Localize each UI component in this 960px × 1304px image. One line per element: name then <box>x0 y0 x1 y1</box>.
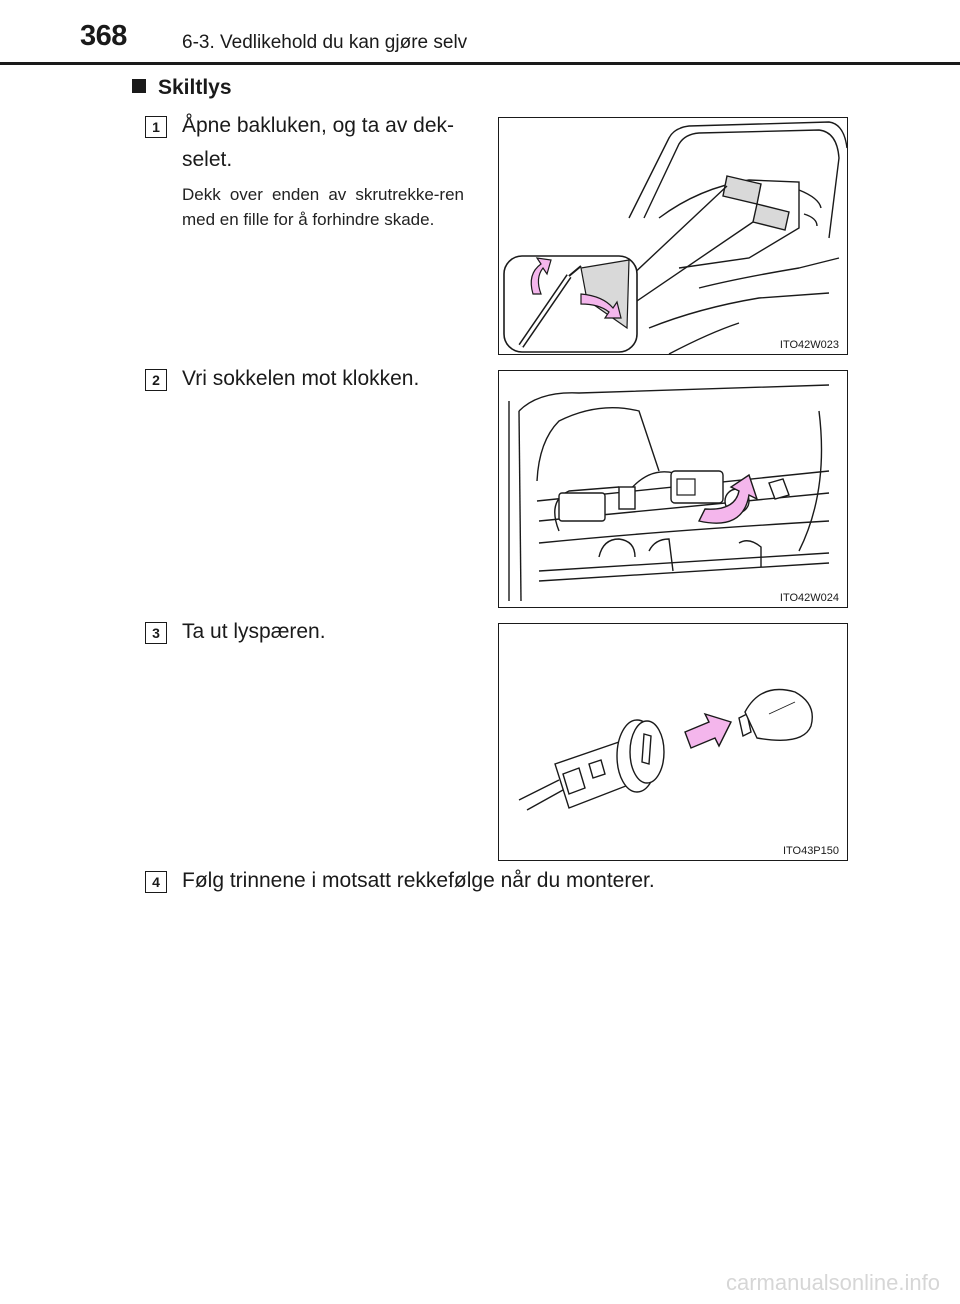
square-bullet-icon <box>132 79 146 93</box>
step-3-text: Ta ut lyspæren. <box>182 620 326 643</box>
step-4-text: Følg trinnene i motsatt rekkefølge når du monterer. <box>182 869 655 892</box>
figure-3 <box>498 623 848 861</box>
figure-2 <box>498 370 848 608</box>
bulb-removal-illustration-icon <box>499 624 848 861</box>
step-number-1: 1 <box>145 116 167 138</box>
sub-heading-text: Skiltlys <box>158 76 232 99</box>
figure-1-label: ITO42W023 <box>779 339 839 351</box>
header-rule <box>0 62 960 65</box>
tailgate-cover-removal-illustration-icon <box>499 118 848 355</box>
step-1-text-line1: Åpne bakluken, og ta av dek- <box>182 114 455 137</box>
step-number-3: 3 <box>145 622 167 644</box>
step-1-text-line2: selet. <box>182 148 233 171</box>
socket-rotate-illustration-icon <box>499 371 848 608</box>
figure-3-label: ITO43P150 <box>782 845 839 857</box>
page-number: 368 <box>80 20 127 52</box>
step-number-4: 4 <box>145 871 167 893</box>
figure-1 <box>498 117 848 355</box>
sub-heading <box>132 76 232 100</box>
figure-2-label: ITO42W024 <box>779 592 839 604</box>
step-number-2: 2 <box>145 369 167 391</box>
step-2-text: Vri sokkelen mot klokken. <box>182 367 420 390</box>
step-1-note: Dekk over enden av skrutrekke-ren med en fille for å forhindre skade. <box>182 185 464 229</box>
section-title: 6-3. Vedlikehold du kan gjøre selv <box>182 32 468 53</box>
watermark: carmanualsonline.info <box>725 1270 940 1295</box>
